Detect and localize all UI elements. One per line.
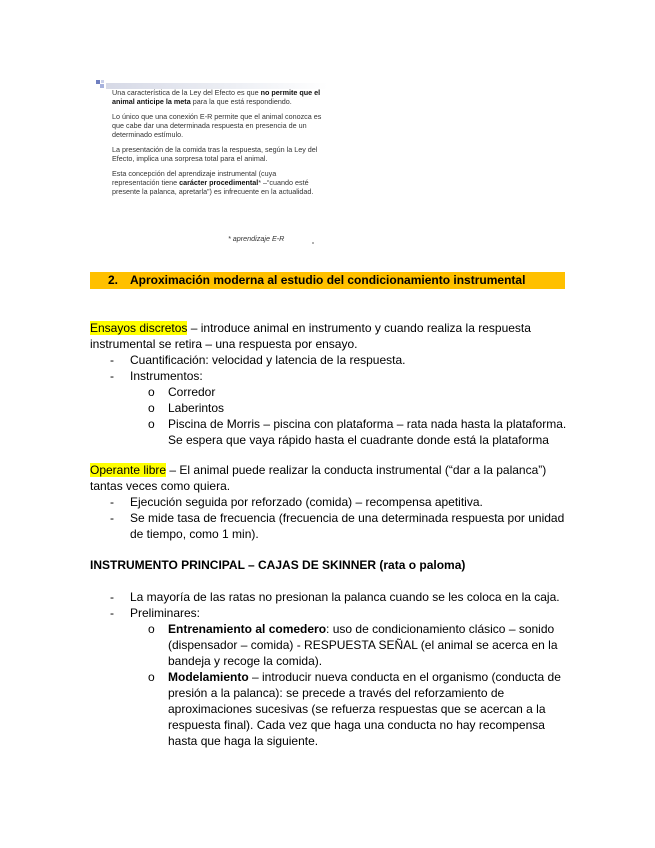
list-item: - Preliminares:: [110, 606, 201, 620]
slide-bullet-icon: [96, 80, 105, 89]
list-item: - Instrumentos:: [110, 369, 203, 383]
section-title: Aproximación moderna al estudio del condicionamiento instrumental: [130, 273, 526, 287]
slide-footnote: * aprendizaje E-R: [228, 234, 285, 243]
slide-text: [112, 88, 324, 202]
list-item: - Ejecución seguida por reforzado (comida) – recompensa apetitiva.: [110, 495, 483, 509]
sub-list-item: o Laberintos: [148, 401, 225, 415]
sub-list-item: o Corredor: [148, 385, 216, 399]
list-item: - Se mide tasa de frecuencia (frecuencia de una determinada respuesta por unidad de tiempo, como 1 min).: [110, 511, 565, 541]
operante-paragraph: Operante libre – El animal puede realizar la conducta instrumental (“dar a la palanca”) tantas veces como quiera.: [90, 463, 547, 493]
operante-term: Operante libre: [90, 463, 167, 477]
sub-list-item: o Entrenamiento al comedero: uso de condicionamiento clásico – sonido (dispensador – comida) - RESPUESTA SEÑAL (el animal se acerca en la bandeja y recoge la comida).: [148, 622, 558, 668]
embedded-slide-image: [96, 78, 328, 250]
slide-paragraph: Esta concepción del aprendizaje instrumental (cuya representación tiene carácter procedimental* –“cuando esté presente la palanca, apretarla”) es infrecuente en la actualidad.: [112, 169, 314, 196]
list-item: - La mayoría de las ratas no presionan la palanca cuando se les coloca en la caja.: [110, 590, 560, 604]
slide-paragraph: La presentación de la comida tras la respuesta, según la Ley del Efecto, implica una sorpresa total para el animal.: [112, 145, 318, 163]
slide-paragraph: Una característica de la Ley del Efecto es que no permite que el animal anticipe la meta para la que está respondiendo.: [112, 88, 321, 106]
list-item: - Cuantificación: velocidad y latencia de la respuesta.: [110, 353, 406, 367]
ensayos-term: Ensayos discretos: [90, 321, 188, 335]
slide-paragraph: Lo único que una conexión E-R permite que el animal conozca es que cabe dar una determinada respuesta en presencia de un determinado estímulo.: [112, 112, 322, 139]
skinner-title: INSTRUMENTO PRINCIPAL – CAJAS DE SKINNER (rata o paloma): [90, 558, 466, 572]
sub-list-item: o Modelamiento – introducir nueva conducta en el organismo (conducta de presión a la palanca): se precede a través del reforzamiento de aproximaciones sucesivas (se refuerza respuestas que se acercan a la respuesta final). Cada vez que haga una conducta no hay recompensa hasta que haga la siguiente.: [148, 670, 561, 748]
ensayos-paragraph: Ensayos discretos – introduce animal en instrumento y cuando realiza la respuesta instrumental se retira – una respuesta por ensayo.: [90, 321, 531, 351]
slide-dot: [312, 242, 314, 244]
section-number: 2.: [108, 273, 119, 287]
sub-list-item: o Piscina de Morris – piscina con plataforma – rata nada hasta la plataforma. Se espera que vaya rápido hasta el cuadrante donde está la plataforma: [148, 417, 567, 447]
section-heading: [90, 272, 565, 289]
